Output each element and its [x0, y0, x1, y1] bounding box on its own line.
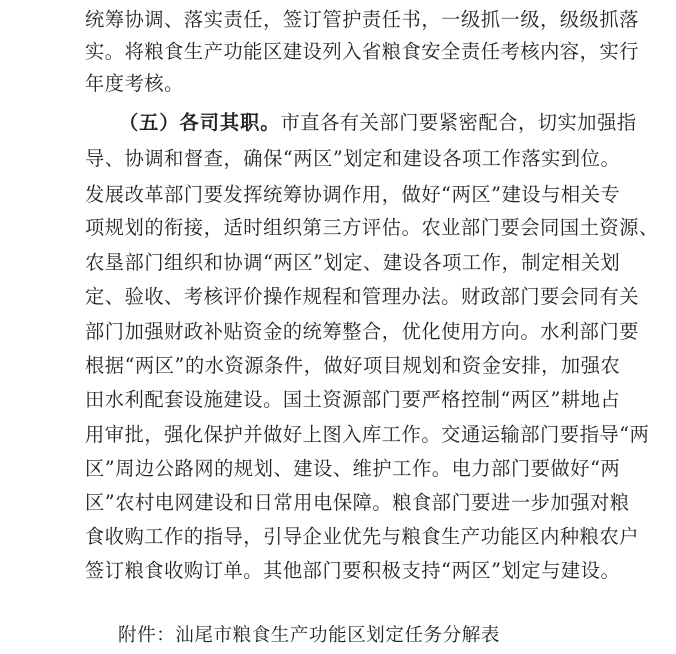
text-line: 项规划的衔接，适时组织第三方评估。农业部门要会同国土资源、	[85, 216, 659, 239]
section-heading: （五）各司其职。	[119, 111, 281, 134]
text-line: 统筹协调、落实责任，签订管护责任书，一级抓一级，级级抓落	[85, 8, 640, 31]
text-line: 食收购工作的指导，引导企业优先与粮食生产功能区内种粮农户	[85, 525, 640, 548]
text-line: 区”周边公路网的规划、建设、维护工作。电力部门要做好“两	[85, 457, 621, 480]
text-line: 定、验收、考核评价操作规程和管理办法。财政部门要会同有关	[85, 285, 640, 308]
text-line: 导、协调和督查，确保“两区”划定和建设各项工作落实到位。	[85, 147, 621, 170]
section-first-line-text: 市直各有关部门要紧密配合，切实加强指	[280, 111, 637, 134]
section-first-line	[119, 107, 637, 139]
text-line: 区”农村电网建设和日常用电保障。粮食部门要进一步加强对粮	[85, 491, 630, 514]
text-line: 田水利配套设施建设。国土资源部门要严格控制“两区”耕地占	[85, 388, 621, 411]
text-line: 农垦部门组织和协调“两区”划定、建设各项工作，制定相关划	[85, 251, 621, 274]
text-line: 用审批，强化保护并做好上图入库工作。交通运输部门要指导“两	[85, 423, 650, 446]
attachment-note: 附件：汕尾市粮食生产功能区划定任务分解表	[118, 625, 501, 646]
text-line: 根据“两区”的水资源条件，做好项目规划和资金安排，加强农	[85, 354, 621, 377]
text-line: 签订粮食收购订单。其他部门要积极支持“两区”划定与建设。	[85, 559, 621, 582]
text-line: 部门加强财政补贴资金的统筹整合，优化使用方向。水利部门要	[85, 320, 640, 343]
text-line: 实。将粮食生产功能区建设列入省粮食安全责任考核内容，实行	[85, 40, 640, 63]
text-line: 发展改革部门要发挥统筹协调作用，做好“两区”建设与相关专	[85, 183, 621, 206]
text-line: 年度考核。	[85, 72, 184, 95]
